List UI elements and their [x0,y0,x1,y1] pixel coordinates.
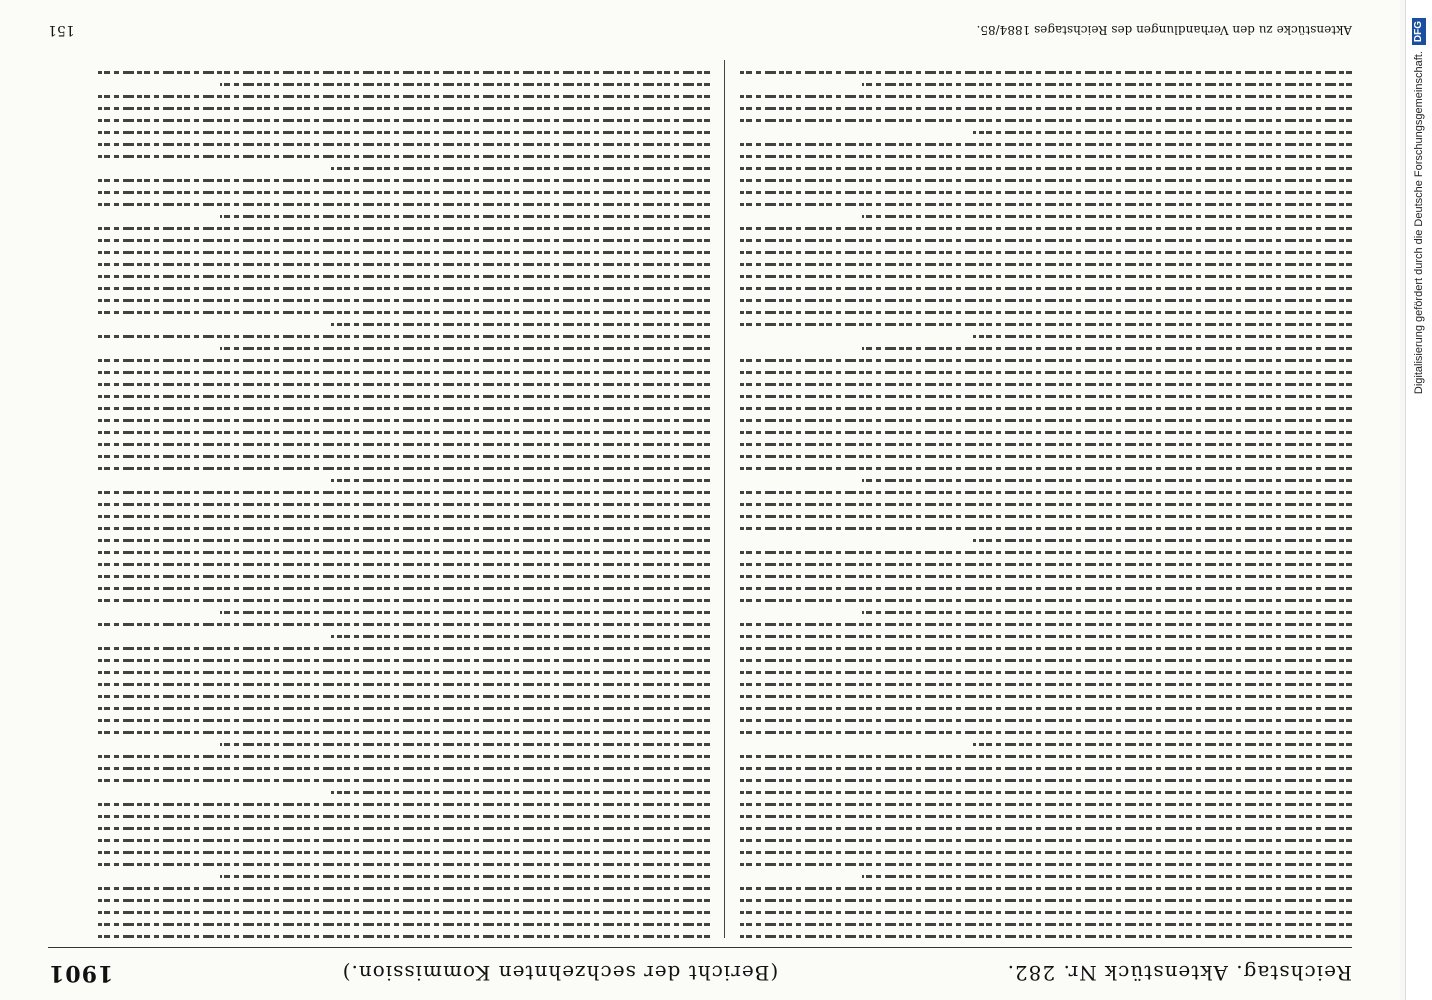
text-line [98,503,710,506]
text-line [98,623,710,626]
text-line [98,119,710,122]
text-line [98,827,710,830]
text-line [740,275,1352,278]
text-line [862,83,1352,86]
text-line [98,575,710,578]
text-line [740,887,1352,890]
text-line [98,227,710,230]
footer-sheet-number: 151 [48,22,75,38]
text-line [98,311,710,314]
text-line [740,815,1352,818]
text-line [740,779,1352,782]
text-line [220,611,710,614]
page-footer [48,18,1352,42]
header-rule [48,947,1352,948]
text-line [740,443,1352,446]
text-line [98,767,710,770]
text-line [98,443,710,446]
text-line [740,923,1352,926]
text-line [98,395,710,398]
text-line [98,839,710,842]
text-line [98,731,710,734]
text-line [740,839,1352,842]
text-line [220,215,710,218]
text-line [740,575,1352,578]
text-line [740,515,1352,518]
text-line [98,239,710,242]
text-line [98,335,710,338]
text-line [740,899,1352,902]
column-divider [724,60,725,938]
text-line [740,239,1352,242]
digitization-strip [1405,0,1432,1000]
text-line [740,527,1352,530]
text-line [740,155,1352,158]
text-line [98,95,710,98]
text-line [98,539,710,542]
text-line [973,131,1352,134]
header-title: Reichstag. Aktenstück Nr. 282. [1006,961,1352,985]
text-line [98,935,710,938]
text-line [740,179,1352,182]
text-line [98,419,710,422]
text-line [740,851,1352,854]
text-line [98,911,710,914]
text-line [98,383,710,386]
dfg-logo-icon: DFG [1412,18,1426,45]
text-line [973,539,1352,542]
text-line [98,851,710,854]
text-line [98,491,710,494]
text-line [740,455,1352,458]
text-line [331,479,710,482]
text-line [98,203,710,206]
text-line [331,791,710,794]
text-line [98,191,710,194]
text-line [740,695,1352,698]
text-line [862,611,1352,614]
text-line [98,803,710,806]
footer-source: Aktenstücke zu den Verhandlungen des Reichstages 1884/85. [976,23,1352,37]
text-line [740,827,1352,830]
text-line [862,215,1352,218]
text-line [98,143,710,146]
text-line [98,563,710,566]
text-line [98,599,710,602]
text-line [98,179,710,182]
text-line [973,743,1352,746]
text-line [740,383,1352,386]
text-line [740,167,1352,170]
page-number: 1901 [48,960,114,986]
text-line [220,875,710,878]
text-line [740,767,1352,770]
text-line [740,635,1352,638]
text-line [98,551,710,554]
text-line [98,455,710,458]
text-line [740,191,1352,194]
text-line [98,431,710,434]
text-line [98,587,710,590]
text-line [740,227,1352,230]
text-line [331,635,710,638]
text-line [98,71,710,74]
text-line [740,731,1352,734]
text-line [740,143,1352,146]
text-line [740,407,1352,410]
text-line [98,683,710,686]
text-column-right [98,60,710,938]
text-line [220,743,710,746]
text-line [862,347,1352,350]
text-line [98,131,710,134]
text-line [740,371,1352,374]
text-line [740,251,1352,254]
digitization-note [1406,0,1432,1000]
text-line [973,335,1352,338]
text-line [740,707,1352,710]
text-line [740,599,1352,602]
text-line [740,503,1352,506]
text-line [98,695,710,698]
page-header [48,952,1352,994]
text-line [740,791,1352,794]
text-line [98,647,710,650]
text-line [740,203,1352,206]
column-text-lines [740,60,1352,938]
text-line [862,875,1352,878]
text-line [331,323,710,326]
text-line [98,899,710,902]
text-line [98,371,710,374]
text-line [98,251,710,254]
text-line [98,299,710,302]
text-line [740,323,1352,326]
text-line [740,467,1352,470]
text-line [740,803,1352,806]
text-line [740,395,1352,398]
text-line [740,359,1352,362]
text-line [740,755,1352,758]
text-line [740,119,1352,122]
text-line [740,683,1352,686]
text-line [740,911,1352,914]
text-line [740,659,1352,662]
text-line [740,863,1352,866]
text-line [98,467,710,470]
text-line [98,107,710,110]
text-column-left [740,60,1352,938]
text-line [740,299,1352,302]
text-line [98,707,710,710]
text-line [98,527,710,530]
text-line [98,407,710,410]
text-line [98,671,710,674]
text-line [740,419,1352,422]
text-line [98,815,710,818]
text-line [331,167,710,170]
text-line [740,563,1352,566]
text-line [98,275,710,278]
text-line [740,587,1352,590]
text-line [98,263,710,266]
text-line [98,779,710,782]
text-line [740,623,1352,626]
digitization-text: Digitalisierung gefördert durch die Deutsche Forschungsgemeinschaft. [1413,51,1425,395]
text-line [98,923,710,926]
text-line [740,551,1352,554]
text-line [740,671,1352,674]
text-line [98,755,710,758]
text-line [740,107,1352,110]
text-line [740,935,1352,938]
header-subtitle: (Bericht der sechzehnten Kommission.) [341,961,779,985]
text-line [740,95,1352,98]
text-line [740,647,1352,650]
text-line [862,479,1352,482]
text-line [98,515,710,518]
text-line [220,83,710,86]
text-line [740,719,1352,722]
text-line [98,287,710,290]
text-line [740,431,1352,434]
text-line [740,71,1352,74]
text-line [740,491,1352,494]
text-line [220,347,710,350]
text-line [740,311,1352,314]
text-line [740,287,1352,290]
text-line [98,887,710,890]
text-line [98,359,710,362]
text-line [98,863,710,866]
text-line [98,719,710,722]
text-line [740,263,1352,266]
column-text-lines [98,60,710,938]
text-line [98,155,710,158]
text-line [98,659,710,662]
